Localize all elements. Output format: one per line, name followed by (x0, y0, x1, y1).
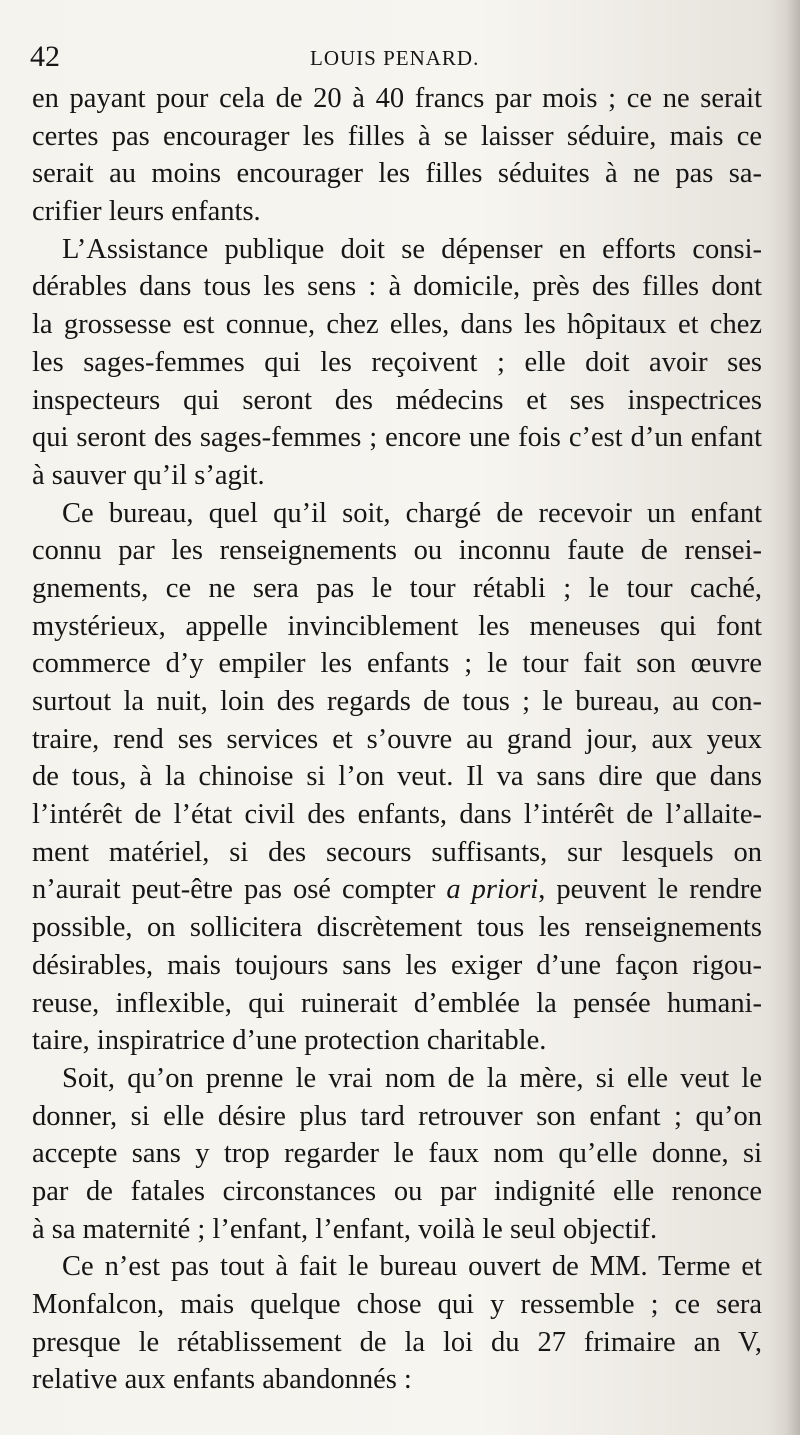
text-line: surtout la nuit, loin des regards de tous ; le bureau, au con- (32, 686, 762, 717)
text-line: les sages-femmes qui les reçoivent ; elle doit avoir ses (32, 346, 762, 378)
text-line: certes pas encourager les filles à se laisser séduire, mais ce (32, 120, 762, 152)
text-line: donner, si elle désire plus tard retrouver son enfant ; qu’on (32, 1100, 762, 1132)
text-line: à sa maternité ; l’enfant, l’enfant, voilà le seul objectif. (32, 1213, 658, 1245)
text-line: la grossesse est connue, chez elles, dans les hôpitaux et chez (32, 309, 762, 341)
text-line: gnements, ce ne sera pas le tour rétabli ; le tour caché, (32, 572, 762, 604)
running-head: LOUIS PENARD. (310, 46, 480, 70)
text-line: possible, on sollicitera discrètement tous les renseignements (32, 912, 762, 944)
text-line-with-italic: n’aurait peut-être pas osé compter a priori, peuvent le rendre (32, 874, 762, 906)
page-number: 42 (30, 40, 60, 73)
text-line: désirables, mais toujours sans les exiger d’une façon rigou- (32, 949, 762, 981)
page-header (30, 40, 750, 80)
text-line: traire, rend ses services et s’ouvre au grand jour, aux yeux (32, 723, 762, 755)
text-line: Ce n’est pas tout à fait le bureau ouvert de MM. Terme et (62, 1251, 762, 1283)
text-line: accepte sans y trop regarder le faux nom qu’elle donne, si (32, 1138, 762, 1170)
page-edge-shadow (786, 0, 800, 1435)
text-line: relative aux enfants abandonnés : (32, 1364, 412, 1396)
text-line: taire, inspiratrice d’une protection charitable. (32, 1025, 547, 1057)
text-line: ment matériel, si des secours suffisants, sur lesquels on (32, 836, 762, 868)
text-line: crifier leurs enfants. (32, 196, 261, 228)
text-line: qui seront des sages-femmes ; encore une fois c’est d’un enfant (32, 422, 762, 454)
text-line: Monfalcon, mais quelque chose qui y ressemble ; ce sera (32, 1289, 762, 1320)
text-line: Soit, qu’on prenne le vrai nom de la mère, si elle veut le (62, 1062, 762, 1094)
text-line: presque le rétablissement de la loi du 27 frimaire an V, (32, 1326, 762, 1358)
text-line: L’Assistance publique doit se dépenser en efforts consi- (62, 233, 762, 265)
body-text (32, 80, 762, 1399)
text-line: commerce d’y empiler les enfants ; le tour fait son œuvre (32, 648, 762, 680)
text-line: mystérieux, appelle invinciblement les meneuses qui font (32, 610, 762, 642)
text-line: l’intérêt de l’état civil des enfants, dans l’intérêt de l’allaite- (32, 799, 762, 831)
text-line: à sauver qu’il s’agit. (32, 459, 265, 491)
text-line: serait au moins encourager les filles séduites à ne pas sa- (32, 158, 762, 190)
text-line: connu par les renseignements ou inconnu faute de rensei- (32, 535, 762, 567)
text-line: Ce bureau, quel qu’il soit, chargé de recevoir un enfant (62, 497, 762, 529)
text-line: par de fatales circonstances ou par indignité elle renonce (32, 1175, 762, 1207)
italic-phrase: a priori (446, 874, 539, 906)
text-line: de tous, à la chinoise si l’on veut. Il va sans dire que dans (32, 761, 762, 793)
text-line: en payant pour cela de 20 à 40 francs par mois ; ce ne serait (32, 83, 762, 114)
text-line: reuse, inflexible, qui ruinerait d’emblée la pensée humani- (32, 987, 762, 1019)
text-line: inspecteurs qui seront des médecins et ses inspectrices (32, 384, 762, 416)
text-line: dérables dans tous les sens : à domicile, près des filles dont (32, 271, 762, 303)
